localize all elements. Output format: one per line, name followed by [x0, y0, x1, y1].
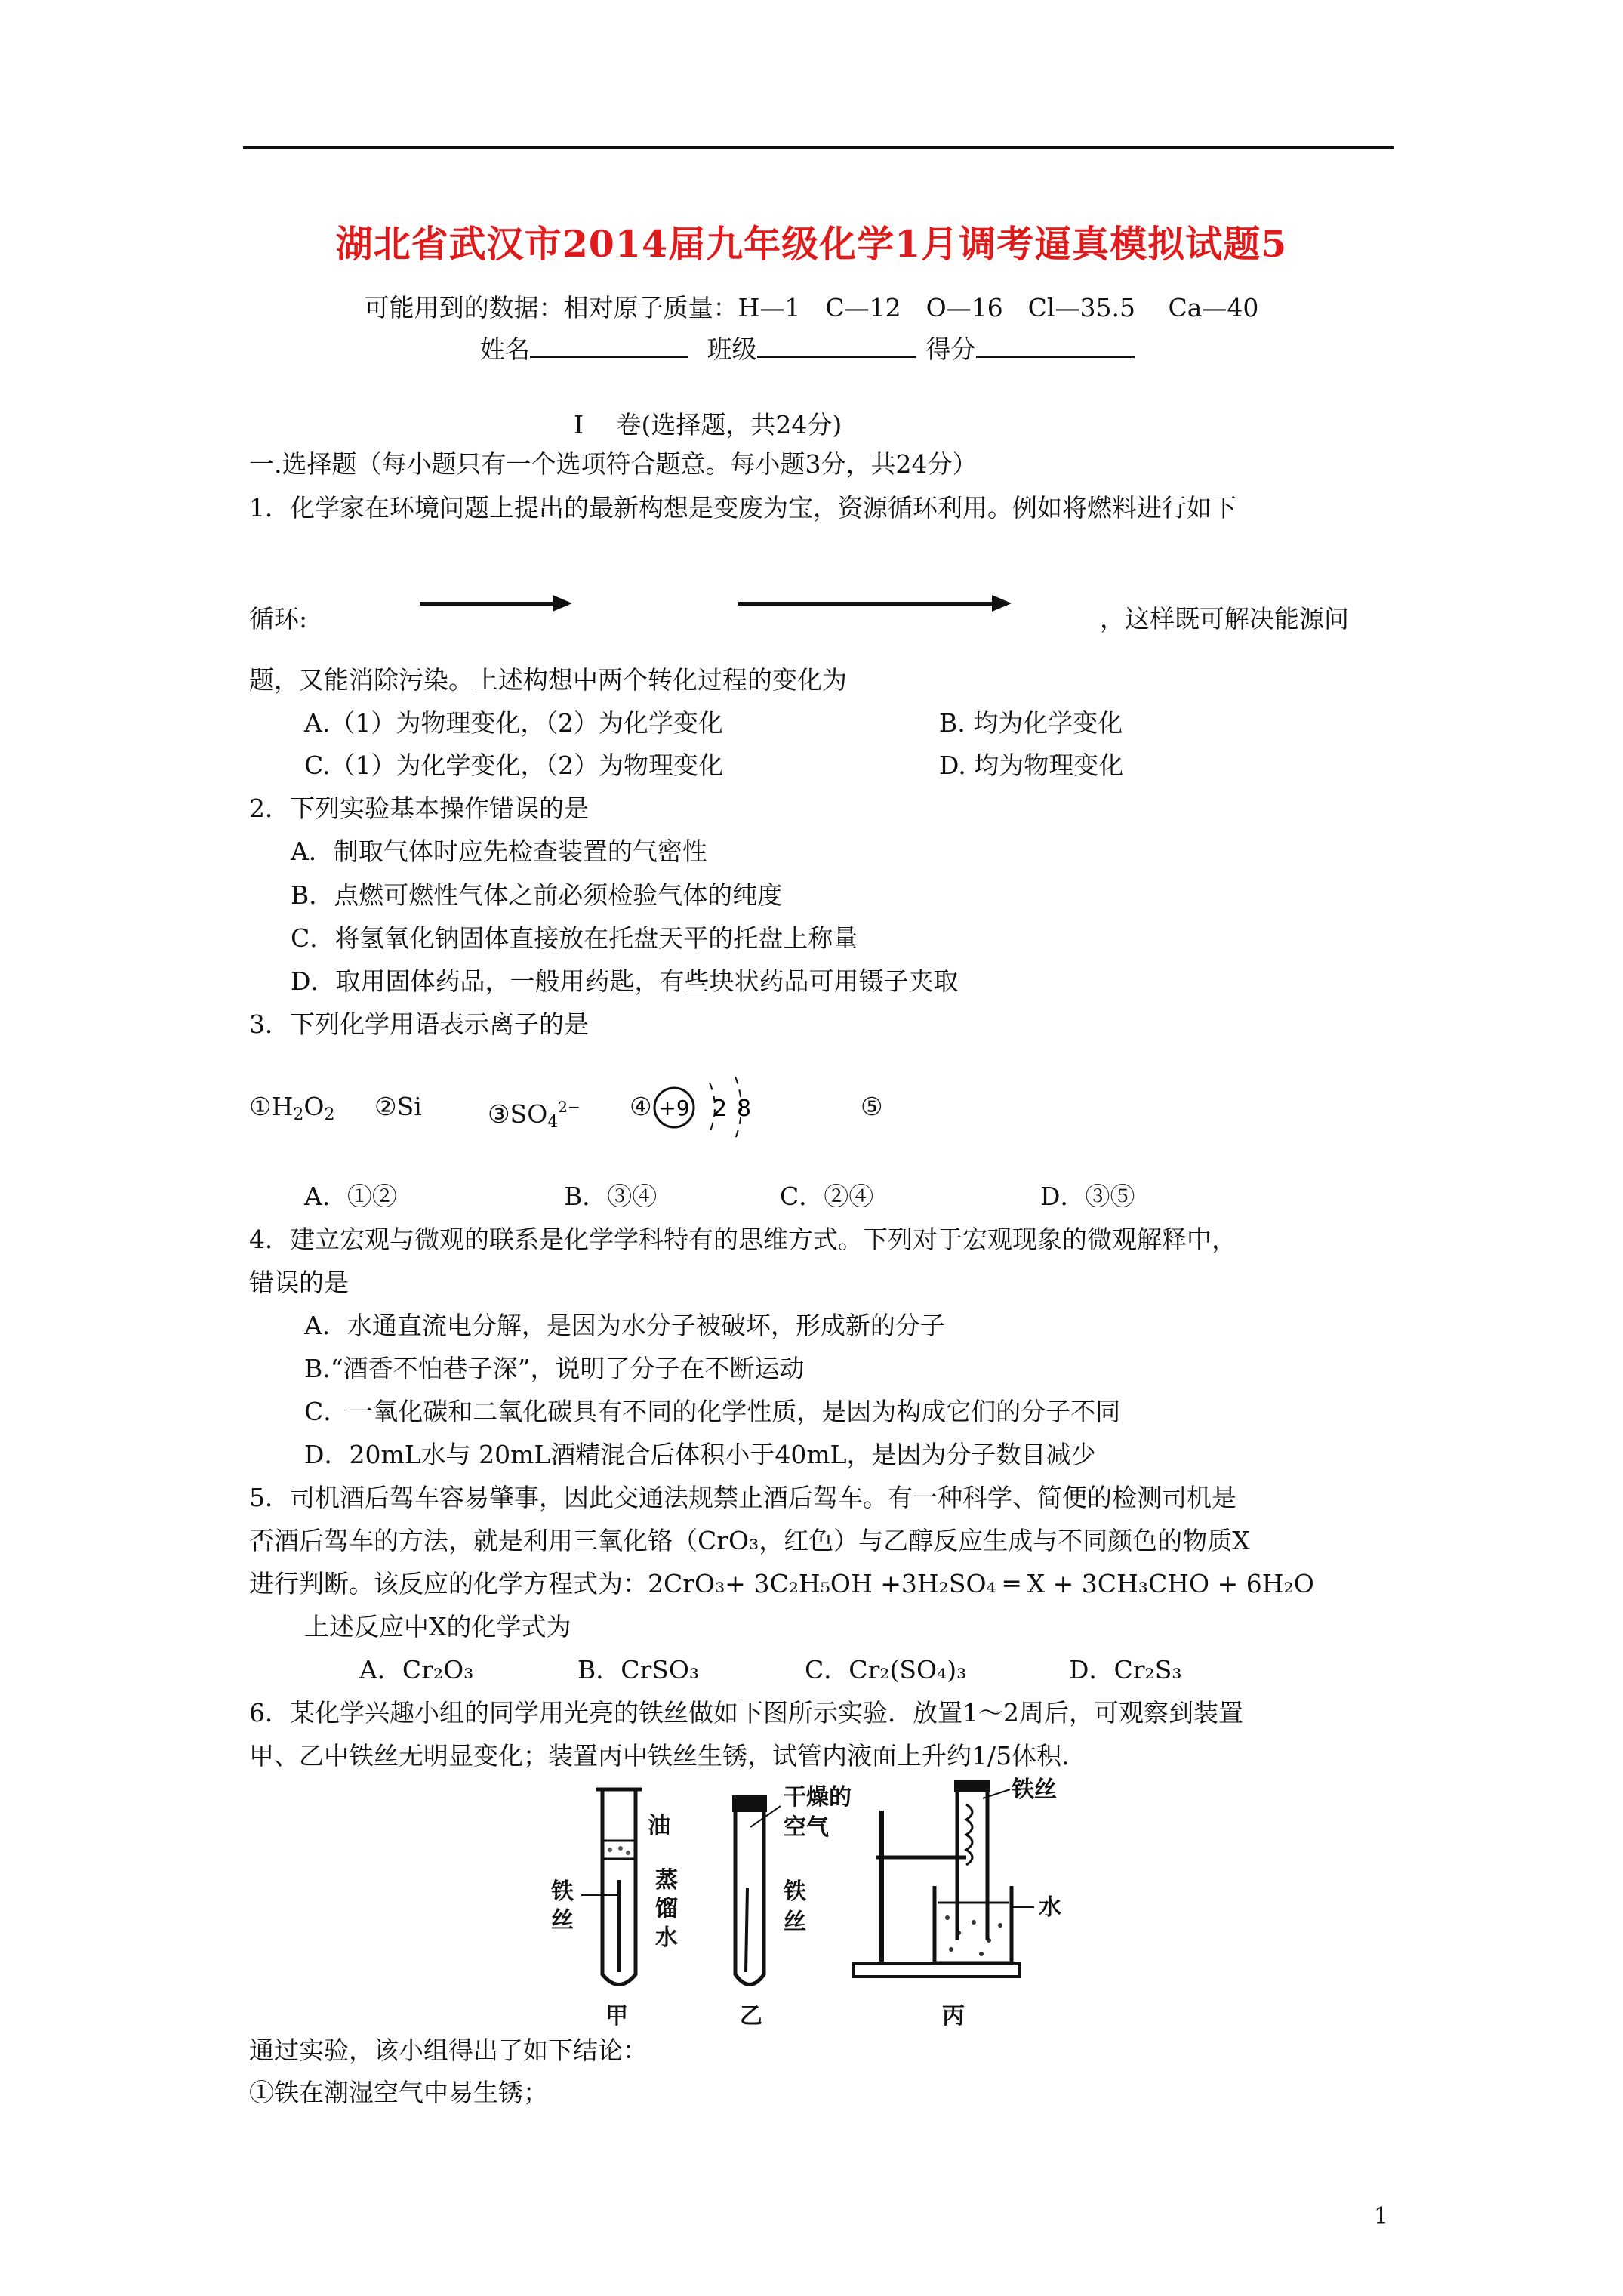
- arrow-2-icon: [738, 602, 1007, 606]
- student-info-line: [480, 334, 1145, 365]
- q5-option-b: B．CrSO₃: [577, 1655, 700, 1684]
- apparatus-yi: [732, 1784, 852, 2029]
- atomic-mass-data: 可能用到的数据：相对原子质量：H—1 C—12 O—16 Cl—35.5 Ca—40: [364, 293, 1259, 322]
- jia-oil-label: 油: [648, 1813, 670, 1839]
- yi-wire-label-2: 丝: [784, 1909, 806, 1935]
- page-number: 1: [1374, 2203, 1389, 2230]
- q3-option-b: B．③④: [564, 1182, 658, 1211]
- q5-option-d: D．Cr₂S₃: [1069, 1655, 1182, 1684]
- class-blank: [757, 335, 916, 358]
- name-label: 姓名: [480, 334, 530, 364]
- q2-option-c: C．将氢氧化钠固体直接放在托盘天平的托盘上称量: [291, 923, 858, 953]
- q1-cycle-tail: ，这样既可解决能源问: [1100, 604, 1349, 633]
- q3-item-5: ⑤: [861, 1092, 883, 1121]
- q3-item-3: $③SO_4^{2-}$: [488, 1098, 581, 1132]
- volume-title: I 卷(选择题，共24分): [574, 410, 842, 439]
- apparatus-bing: [853, 1777, 1061, 2029]
- q4-stem-1: 4．建立宏观与微观的联系是化学学科特有的思维方式。下列对于宏观现象的微观解释中，: [249, 1225, 1236, 1254]
- q3-item-1: $①H_2O_2$: [249, 1092, 335, 1124]
- q6-conclusion-1: ①铁在潮湿空气中易生锈；: [249, 2078, 548, 2107]
- shell-1-label: 2: [713, 1096, 728, 1122]
- q5-stem-2: 否酒后驾车的方法，就是利用三氧化铬（CrO₃，红色）与乙醇反应生成与不同颜色的物质X: [249, 1526, 1250, 1555]
- q3-option-c: C．②④: [780, 1182, 874, 1211]
- page-title: 湖北省武汉市2014届九年级化学1月调考逼真模拟试题5: [335, 222, 1288, 266]
- yi-air-label-2: 空气: [784, 1814, 829, 1841]
- q2-option-d: D．取用固体药品，一般用药匙，有些块状药品可用镊子夹取: [291, 966, 959, 996]
- q3-option-a: A．①②: [304, 1182, 397, 1211]
- q2-stem: 2．下列实验基本操作错误的是: [249, 794, 589, 823]
- q1-option-a: A.（1）为物理变化，（2）为化学变化: [304, 708, 723, 738]
- q4-option-b: B.“酒香不怕巷子深”，说明了分子在不断运动: [304, 1354, 805, 1383]
- q2-option-a: A．制取气体时应先检查装置的气密性: [291, 837, 707, 866]
- q4-option-a: A．水通直流电分解，是因为水分子被破坏，形成新的分子: [304, 1311, 945, 1340]
- q3-item-4: ④: [630, 1092, 652, 1121]
- score-label: 得分: [925, 334, 976, 364]
- q1-option-d: D. 均为物理变化: [939, 750, 1124, 780]
- q1-option-b: B. 均为化学变化: [939, 708, 1123, 738]
- q6-conclusion-intro: 通过实验，该小组得出了如下结论：: [249, 2036, 648, 2065]
- bing-wire-label: 铁丝: [1012, 1777, 1057, 1803]
- jia-wire-label-1: 铁: [551, 1878, 574, 1905]
- q1-stem: 1．化学家在环境问题上提出的最新构想是变废为宝，资源循环利用。例如将燃料进行如下: [249, 493, 1236, 522]
- label-jia: 甲: [605, 2003, 628, 2029]
- q1-option-c: C.（1）为化学变化，（2）为物理变化: [304, 750, 724, 780]
- yi-wire-label-1: 铁: [784, 1878, 806, 1905]
- q5-stem-1: 5．司机酒后驾车容易肇事，因此交通法规禁止酒后驾车。有一种科学、简便的检测司机是: [249, 1483, 1236, 1512]
- q4-stem-2: 错误的是: [249, 1268, 349, 1297]
- class-label: 班级: [707, 334, 757, 364]
- q1-cycle-label: 循环:: [249, 604, 308, 633]
- jia-wire-label-2: 丝: [551, 1907, 574, 1934]
- top-rule: [243, 146, 1394, 149]
- q2-option-b: B．点燃可燃性气体之前必须检验气体的纯度: [291, 880, 783, 910]
- q5-option-a: A．Cr₂O₃: [359, 1655, 474, 1684]
- name-blank: [530, 335, 688, 358]
- score-blank: [976, 335, 1135, 358]
- q3-item-2: ②Si: [374, 1092, 422, 1121]
- bing-water-label: 水: [1039, 1894, 1061, 1921]
- shell-2-label: 8: [737, 1096, 752, 1122]
- apparatus-jia: [550, 1789, 678, 2029]
- experiment-figure: [521, 1774, 1072, 2031]
- jia-water-label-3: 水: [655, 1925, 678, 1951]
- section-heading: 一.选择题（每小题只有一个选项符合题意。每小题3分，共24分）: [249, 449, 978, 479]
- label-yi: 乙: [740, 2003, 762, 2029]
- q1-stem-end: 题，又能消除污染。上述构想中两个转化过程的变化为: [249, 665, 847, 695]
- nucleus-label: +9: [658, 1096, 690, 1120]
- label-bing: 丙: [942, 2003, 965, 2029]
- arrow-1-icon: [420, 602, 568, 606]
- q5-equation: 进行判断。该反应的化学方程式为：2CrO₃+ 3C₂H₅OH +3H₂SO₄ ═ X + 3CH₃CHO + 6H₂O: [249, 1569, 1314, 1598]
- q5-option-c: C．Cr₂(SO₄)₃: [805, 1655, 967, 1684]
- q3-stem: 3．下列化学用语表示离子的是: [249, 1009, 589, 1039]
- atom-structure-diagram: [648, 1066, 761, 1149]
- q4-option-c: C．一氧化碳和二氧化碳具有不同的化学性质，是因为构成它们的分子不同: [304, 1397, 1121, 1426]
- q3-option-d: D．③⑤: [1040, 1182, 1135, 1211]
- jia-water-label-1: 蒸: [655, 1867, 678, 1894]
- jia-water-label-2: 馏: [655, 1896, 678, 1922]
- q4-option-d: D．20mL水与 20mL酒精混合后体积小于40mL，是因为分子数目减少: [304, 1440, 1096, 1469]
- q6-stem-2: 甲、乙中铁丝无明显变化；装置丙中铁丝生锈，试管内液面上升约1/5体积．: [249, 1741, 1087, 1771]
- q5-stem-4: 上述反应中X的化学式为: [304, 1612, 571, 1641]
- q6-stem-1: 6．某化学兴趣小组的同学用光亮的铁丝做如下图所示实验．放置1～2周后，可观察到装置: [249, 1698, 1243, 1727]
- yi-air-label-1: 干燥的: [784, 1784, 852, 1811]
